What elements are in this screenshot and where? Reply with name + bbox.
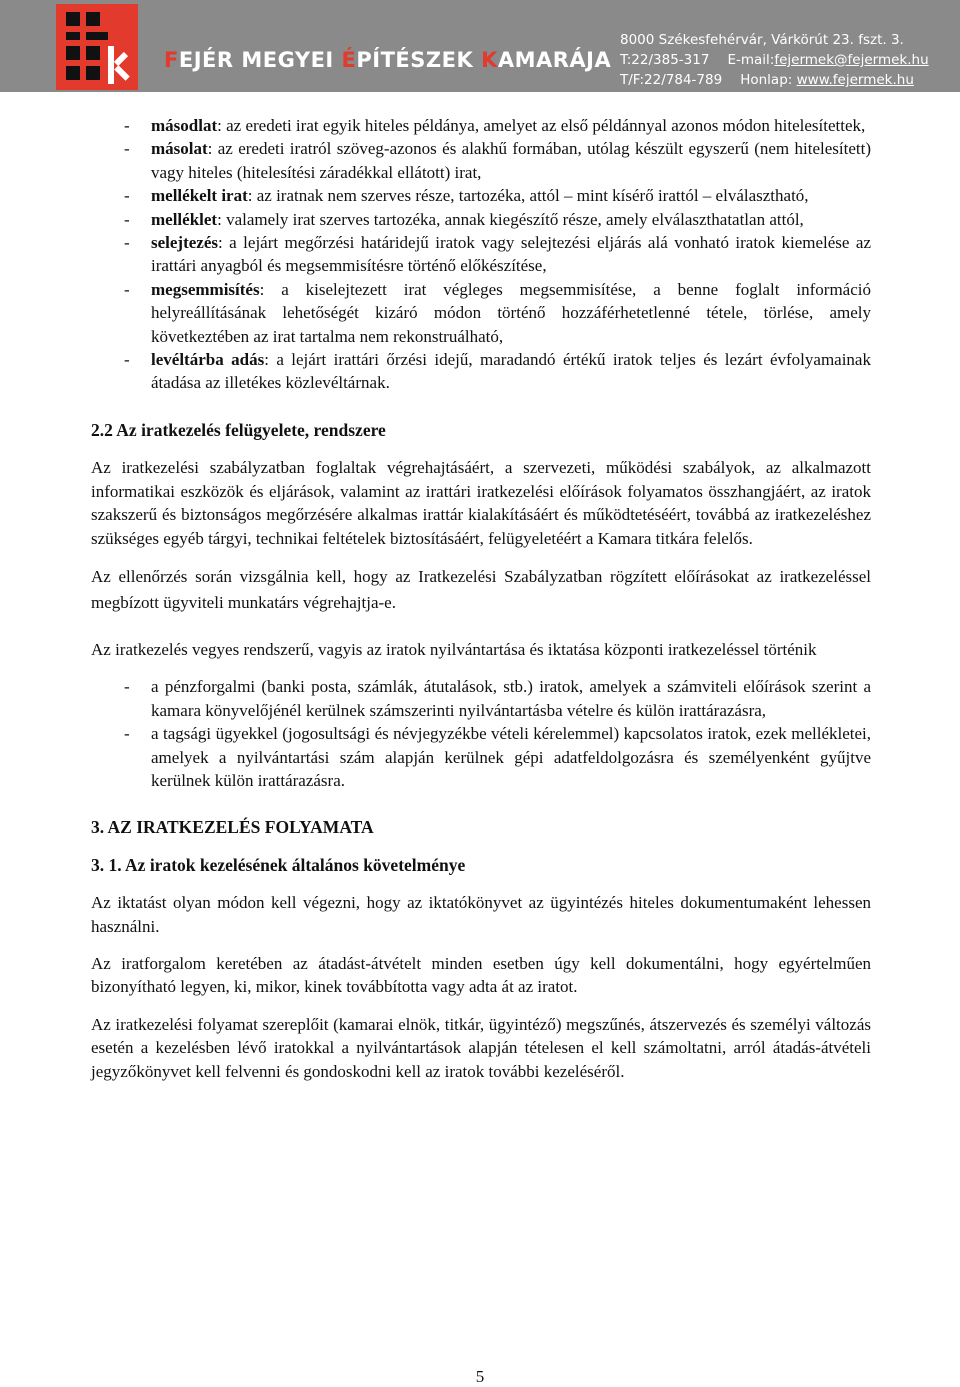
definition-item: - másodlat: az eredeti irat egyik hiteles példánya, amelyet az első példánnyal azonos módon hitelesítettek, [124, 116, 866, 135]
web-label: Honlap: [740, 72, 793, 88]
list-item: - a tagsági ügyekkel (jogosultsági és névjegyzékbe vételi kérelemmel) kapcsolatos iratok, ezek mellékletei, amelyek a nyilvántartási szám alapján kerülnek gépi adatfeldolgozásra és személyenként gyűjtve kerülnek külön irattárazásra. [124, 724, 871, 790]
title-part-2: PÍTÉSZEK [356, 48, 482, 72]
definition-text: : a lejárt megőrzési határidejű iratok vagy selejtezési eljárás alá vonható iratok kiemelése az irattári anyagból és megsemmisítésre történő előkészítése, [151, 233, 871, 276]
title-part-3: AMARÁJA [497, 48, 612, 72]
title-initial-k: K [481, 48, 498, 72]
list-item-text: a tagsági ügyekkel (jogosultsági és névjegyzékbe vételi kérelemmel) kapcsolatos iratok, ezek mellékletei, amelyek a nyilvántartási szám alapján kerülnek gépi adatfeldolgozásra és személyenként gyűjtve kerülnek külön irattárazásra. [151, 724, 871, 790]
definition-item: - levéltárba adás: a lejárt irattári őrzési idejű, maradandó értékű iratok teljes és lezárt évfolyamainak átadása az illetékes közlevéltárnak. [124, 350, 871, 393]
section-3-1-paragraph-3: Az iratkezelési folyamat szereplőit (kamarai elnök, titkár, ügyintéző) megszűnés, átszervezés és személyi változás esetén a kezelésben lévő iratokkal a nyilvántartások alapján tételesen el kell számoltatni, arról átadás-átvételi jegyzőkönyvet kell felvenni és gondoskodni kell az iratok további kezeléséről. [91, 1014, 871, 1081]
phone: T:22/385-317 [620, 52, 710, 68]
document-body [91, 114, 871, 1083]
definition-item: - megsemmisítés: a kiselejtezett irat végleges megsemmisítése, a benne foglalt információ helyreállításának lehetőségét kizáró módon történő hozzáférhetetlenné tétele, törlése, amely következtében az irat tartalma nem rekonstruálható, [124, 279, 871, 346]
chamber-logo [56, 4, 138, 90]
title-part-1: EJÉR MEGYEI [178, 48, 342, 72]
definition-term: másolat [151, 139, 208, 159]
section-3-1-paragraph-1: Az iktatást olyan módon kell végezni, hogy az iktatókönyvet az ügyintézés hiteles dokumentumaként lehessen használni. [91, 893, 871, 936]
title-initial-f: F [164, 48, 179, 72]
definition-term: mellékelt irat [151, 186, 248, 206]
email-link[interactable]: fejermek@fejermek.hu [774, 52, 929, 68]
contact-block [620, 30, 929, 90]
list-item-text: a pénzforgalmi (banki posta, számlák, átutalások, stb.) iratok, amelyek a számviteli előírások szerint a kamara könyvelőjénél kerülnek számszerinti nyilvántartásba vételre és külön irattárazásra, [151, 677, 871, 720]
definition-text: : az eredeti iratról szöveg-azonos és alakhű formában, utólag készült egyszerű (nem hitelesített) vagy hiteles (hitelesítési záradékkal ellátott) irat, [151, 139, 871, 182]
web-link[interactable]: www.fejermek.hu [796, 72, 914, 88]
definition-text: : az iratnak nem szerves része, tartozéka, attól – mint kísérő irattól – elválasztható, [247, 186, 809, 206]
section-2-2-paragraph-3: Az iratkezelés vegyes rendszerű, vagyis az iratok nyilvántartása és iktatása központi iratkezeléssel történik [91, 639, 817, 659]
definition-item: - mellékelt irat: az iratnak nem szerves része, tartozéka, attól – mint kísérő irattól – elválasztható, [124, 186, 809, 206]
definition-list [91, 114, 871, 395]
letterhead-banner [0, 0, 960, 92]
section-3-1-heading: 3. 1. Az iratok kezelésének általános követelménye [91, 854, 466, 875]
email-label: E-mail: [727, 52, 775, 68]
definition-term: melléklet [151, 209, 218, 229]
chamber-name [164, 48, 611, 72]
definition-item: - melléklet: valamely irat szerves tartozéka, annak kiegészítő része, amely elválaszthatatlan attól, [124, 209, 804, 229]
phone-email-line [620, 50, 929, 70]
definition-text: : a kiselejtezett irat végleges megsemmisítése, a benne foglalt információ helyreállításának lehetőségét kizáró módon történő hozzáférhetetlenné tétele, törlése, amely következtében az irat tartalma nem rekonstruálható, [151, 279, 871, 346]
fax-web-line [620, 70, 929, 90]
section-2-2-paragraph-2: Az ellenőrzés során vizsgálnia kell, hogy az Iratkezelési Szabályzatban rögzített előírásokat az iratkezeléssel megbízott ügyviteli munkatárs végrehajtja-e. [91, 566, 871, 612]
records-type-list [91, 675, 871, 792]
definition-text: : a lejárt irattári őrzési idejű, maradandó értékű iratok teljes és lezárt évfolyamainak átadása az illetékes közlevéltárnak. [151, 350, 871, 393]
definition-term: megsemmisítés [151, 279, 260, 299]
definition-text: : az eredeti irat egyik hiteles példánya, amelyet az első példánnyal azonos módon hitelesítettek, [217, 116, 866, 135]
section-2-2-heading: 2.2 Az iratkezelés felügyelete, rendszere [91, 419, 386, 440]
page-number: 5 [475, 1367, 485, 1386]
fax: T/F:22/784-789 [620, 72, 723, 88]
address: 8000 Székesfehérvár, Várkörút 23. fszt. 3. [620, 32, 904, 48]
section-3-heading: 3. AZ IRATKEZELÉS FOLYAMATA [91, 817, 374, 838]
definition-term: selejtezés [151, 233, 219, 253]
definition-item: - másolat: az eredeti iratról szöveg-azonos és alakhű formában, utólag készült egyszerű (nem hitelesített) vagy hiteles (hitelesítési záradékkal ellátott) irat, [124, 139, 871, 182]
definition-text: : valamely irat szerves tartozéka, annak kiegészítő része, amely elválaszthatatlan attól, [217, 209, 804, 229]
list-item: - a pénzforgalmi (banki posta, számlák, átutalások, stb.) iratok, amelyek a számviteli előírások szerint a kamara könyvelőjénél kerülnek számszerinti nyilvántartásba vételre és külön irattárazásra, [124, 677, 871, 720]
title-initial-e: É [341, 48, 357, 72]
definition-item: - selejtezés: a lejárt megőrzési határidejű iratok vagy selejtezési eljárás alá vonható iratok kiemelése az irattári anyagból és megsemmisítésre történő előkészítése, [124, 233, 871, 276]
definition-term: levéltárba adás [151, 350, 265, 370]
section-3-1-paragraph-2: Az iratforgalom keretében az átadást-átvételt minden esetben úgy kell dokumentálni, hogy egyértelműen bizonyítható legyen, ki, mikor, kinek továbbította vagy adta át az iratot. [91, 953, 871, 997]
section-2-2-paragraph-1: Az iratkezelési szabályzatban foglaltak végrehajtásáért, a szervezeti, működési szabályok, az alkalmazott informatikai eszközök és eljárások, valamint az irattári iratkezelési előírások folyamatos összhangjáért, az iratok szakszerű és biztonságos megőrzésére alkalmas irattár kialakításáért és működtetéséért, továbbá az iratkezeléshez szükséges egyéb tárgyi, technikai feltételek biztosításáért, felügyeletéért a Kamara titkára felelős. [91, 458, 871, 548]
definition-term: másodlat [151, 116, 218, 135]
